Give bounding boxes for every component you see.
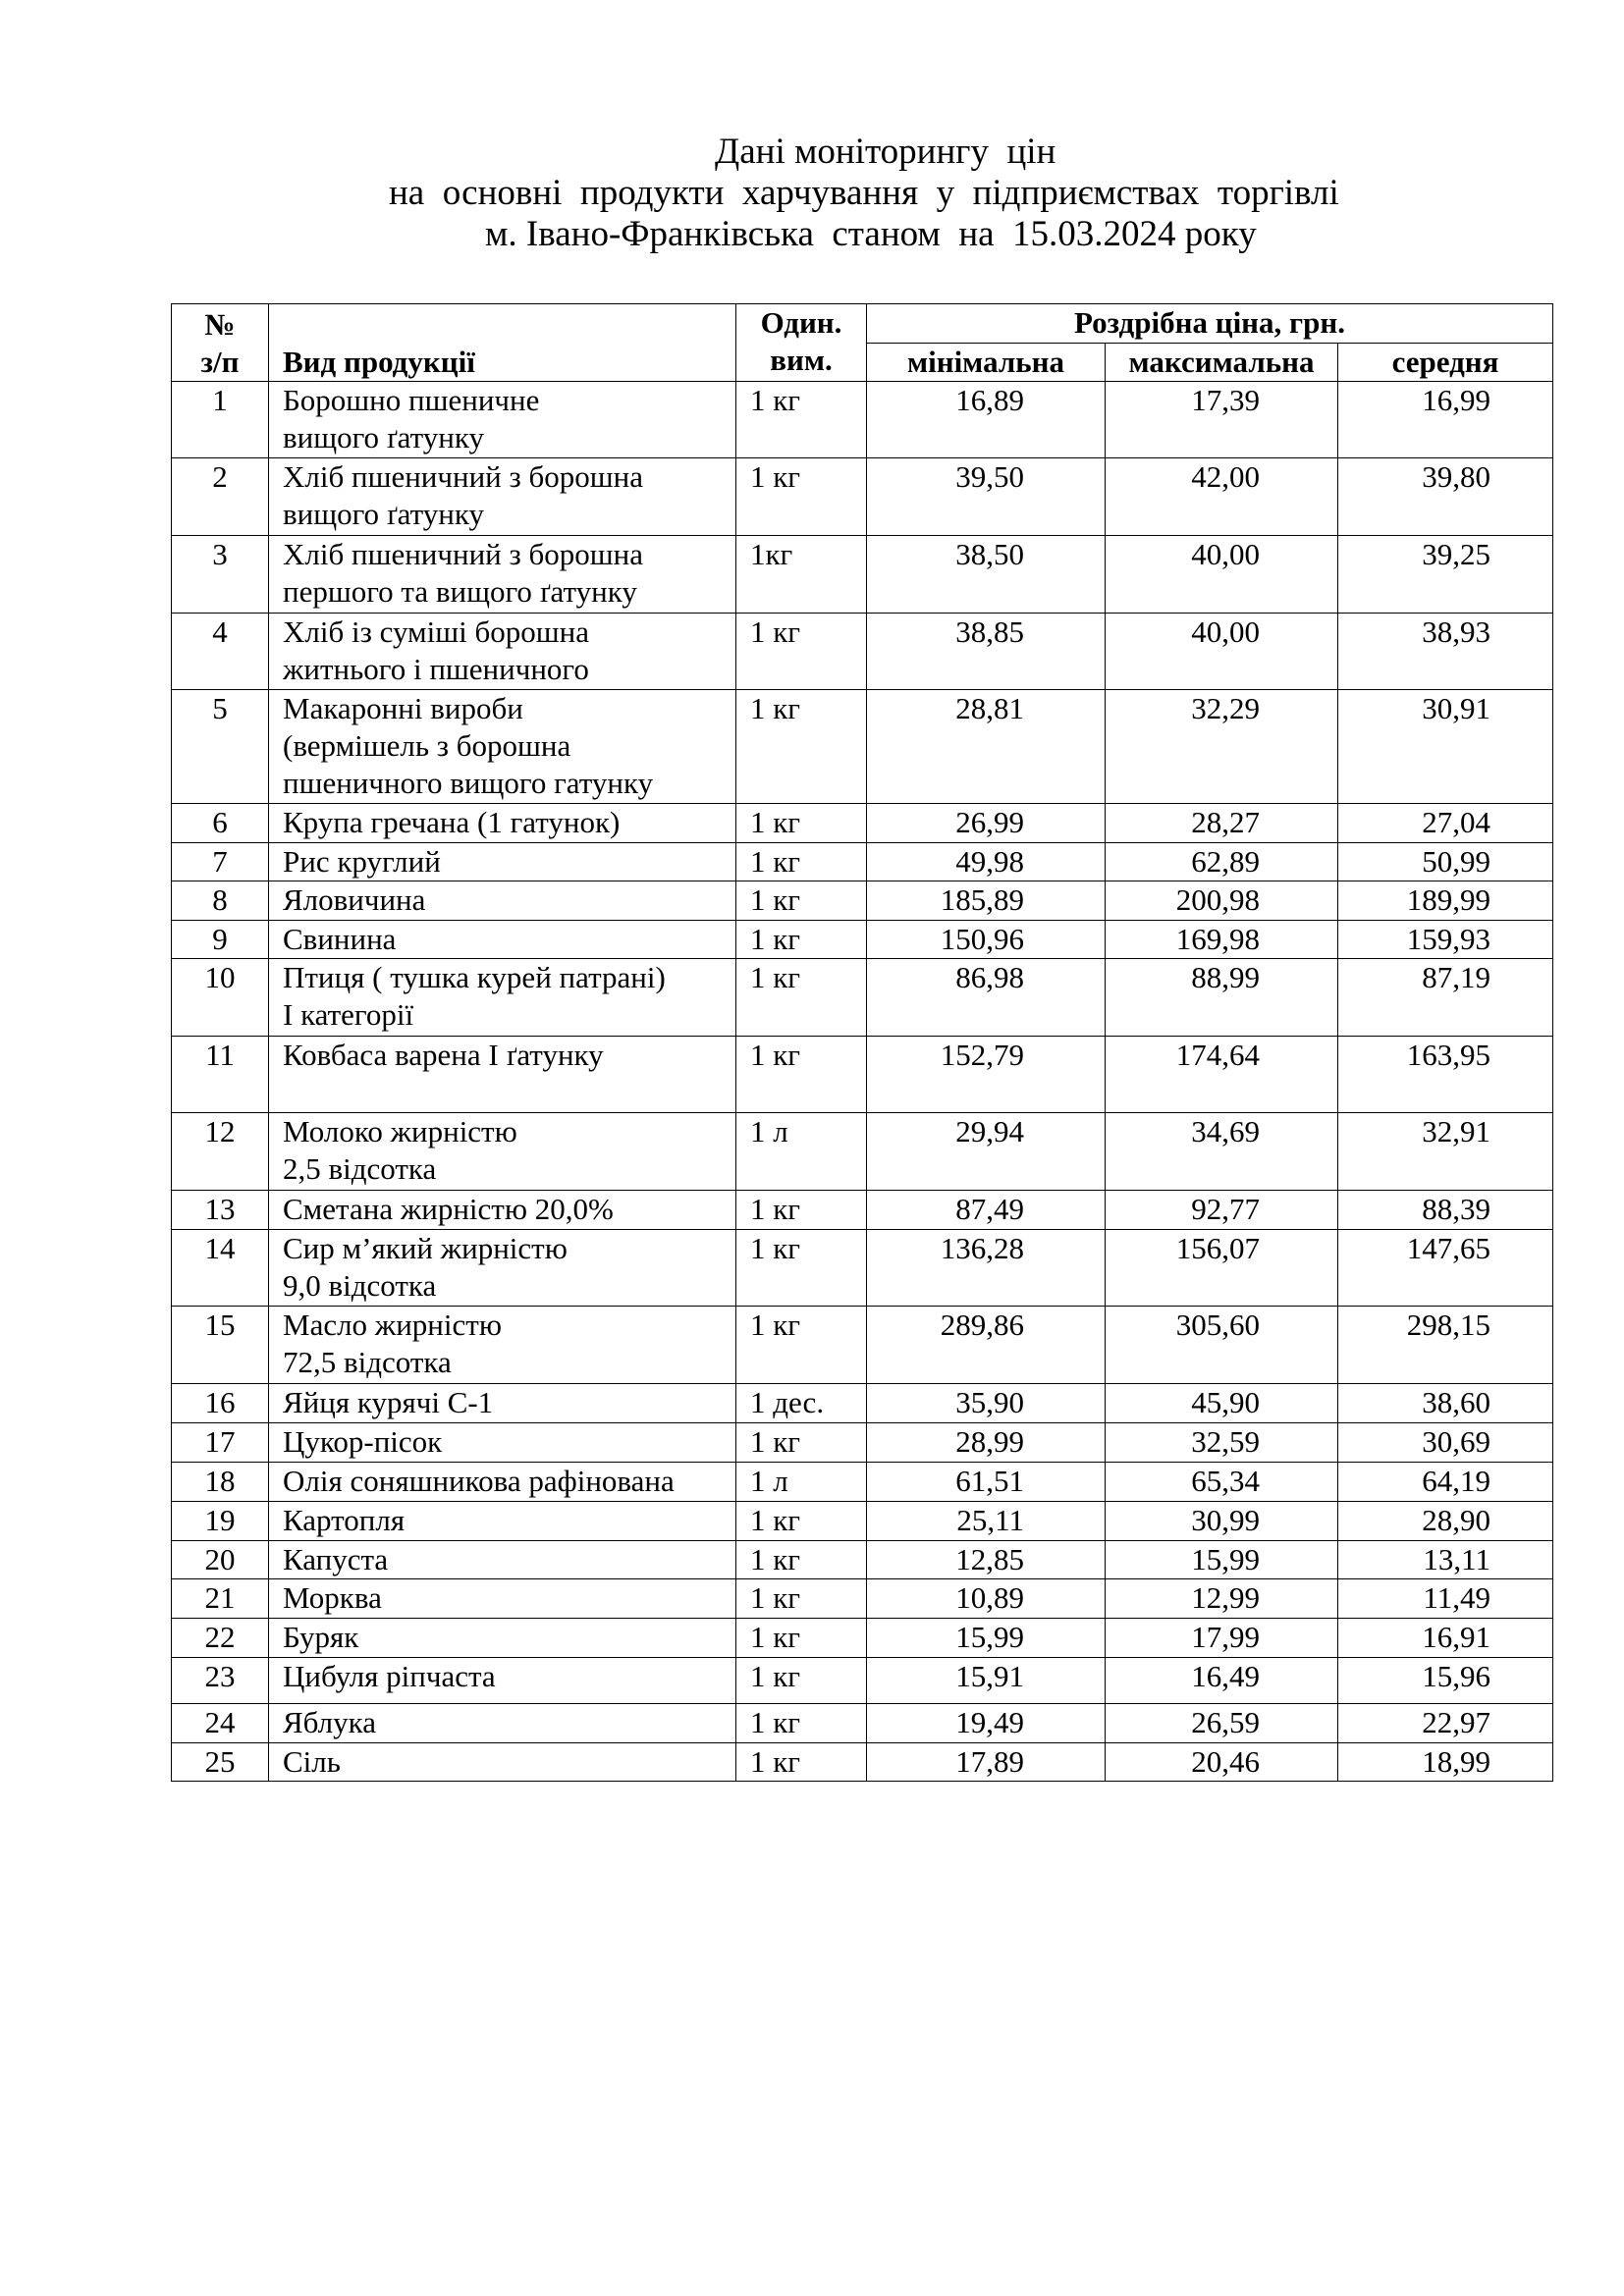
cell-max-price: 156,07 [1106,1230,1338,1307]
cell-number: 12 [172,1113,269,1191]
cell-min-price: 26,99 [867,804,1106,843]
cell-min-price: 39,50 [867,458,1106,536]
cell-max-price: 16,49 [1106,1658,1338,1704]
cell-min-price: 28,81 [867,690,1106,804]
cell-min-price: 152,79 [867,1037,1106,1113]
cell-avg-price: 22,97 [1338,1704,1553,1743]
cell-unit: 1 кг [736,1579,867,1619]
cell-product: Буряк [269,1619,736,1658]
table-row [172,1743,1553,1782]
header-max: максимальна [1106,343,1338,382]
cell-unit: 1 л [736,1113,867,1191]
cell-product: Картопля [269,1502,736,1541]
cell-avg-price: 18,99 [1338,1743,1553,1782]
cell-unit: 1 кг [736,1423,867,1463]
cell-unit: 1 дес. [736,1384,867,1423]
table-row [172,1619,1553,1658]
cell-max-price: 12,99 [1106,1579,1338,1619]
cell-unit: 1 кг [736,382,867,458]
cell-unit: 1 кг [736,959,867,1037]
cell-max-price: 28,27 [1106,804,1338,843]
cell-product: Свинина [269,921,736,959]
header-min: мінімальна [867,343,1106,382]
cell-unit: 1 кг [736,614,867,690]
table-row [172,1113,1553,1191]
cell-product: Ковбаса варена І ґатунку [269,1037,736,1113]
cell-number: 15 [172,1307,269,1384]
cell-number: 13 [172,1191,269,1230]
table-row [172,458,1553,536]
cell-number: 11 [172,1037,269,1113]
cell-product: Рис круглий [269,843,736,881]
table-row [172,1191,1553,1230]
cell-max-price: 45,90 [1106,1384,1338,1423]
cell-min-price: 17,89 [867,1743,1106,1782]
price-table [171,303,1553,1782]
cell-avg-price: 147,65 [1338,1230,1553,1307]
cell-min-price: 61,51 [867,1463,1106,1502]
cell-min-price: 15,99 [867,1619,1106,1658]
cell-product: Птиця ( тушка курей патрані) І категорії [269,959,736,1037]
cell-min-price: 185,89 [867,881,1106,921]
cell-min-price: 150,96 [867,921,1106,959]
table-row [172,1307,1553,1384]
header-unit-line1: Один. [760,305,842,340]
cell-avg-price: 16,99 [1338,382,1553,458]
cell-min-price: 38,85 [867,614,1106,690]
cell-product: Хліб пшеничний з борошна першого та вищого ґатунку [269,536,736,614]
table-row [172,959,1553,1037]
cell-max-price: 15,99 [1106,1541,1338,1579]
cell-avg-price: 39,25 [1338,536,1553,614]
cell-avg-price: 30,69 [1338,1423,1553,1463]
header-number-line2: з/п [200,345,240,379]
cell-unit: 1 кг [736,1619,867,1658]
cell-min-price: 38,50 [867,536,1106,614]
cell-min-price: 12,85 [867,1541,1106,1579]
cell-min-price: 87,49 [867,1191,1106,1230]
cell-max-price: 17,99 [1106,1619,1338,1658]
cell-max-price: 40,00 [1106,536,1338,614]
cell-min-price: 86,98 [867,959,1106,1037]
cell-min-price: 10,89 [867,1579,1106,1619]
table-row [172,881,1553,921]
cell-max-price: 26,59 [1106,1704,1338,1743]
table-row [172,690,1553,804]
title-line-1: Дані моніторингу цін [715,132,1056,172]
cell-product: Олія соняшникова рафінована [269,1463,736,1502]
cell-product: Хліб із суміші борошна житнього і пшеничного [269,614,736,690]
cell-avg-price: 159,93 [1338,921,1553,959]
header-avg: середня [1338,343,1553,382]
cell-product: Сметана жирністю 20,0% [269,1191,736,1230]
cell-number: 16 [172,1384,269,1423]
cell-number: 1 [172,382,269,458]
cell-max-price: 65,34 [1106,1463,1338,1502]
cell-avg-price: 32,91 [1338,1113,1553,1191]
cell-min-price: 16,89 [867,382,1106,458]
cell-number: 20 [172,1541,269,1579]
table-row [172,843,1553,881]
cell-number: 18 [172,1463,269,1502]
cell-unit: 1 кг [736,1743,867,1782]
cell-product: Борошно пшеничне вищого ґатунку [269,382,736,458]
table-row [172,1423,1553,1463]
cell-product: Макаронні вироби (вермішель з борошна пшеничного вищого гатунку [269,690,736,804]
cell-number: 2 [172,458,269,536]
header-unit [736,304,867,382]
cell-number: 25 [172,1743,269,1782]
cell-avg-price: 30,91 [1338,690,1553,804]
cell-avg-price: 87,19 [1338,959,1553,1037]
cell-max-price: 40,00 [1106,614,1338,690]
cell-number: 17 [172,1423,269,1463]
cell-product: Цукор-пісок [269,1423,736,1463]
cell-number: 21 [172,1579,269,1619]
cell-unit: 1 кг [736,843,867,881]
cell-product: Морква [269,1579,736,1619]
cell-avg-price: 38,60 [1338,1384,1553,1423]
cell-max-price: 34,69 [1106,1113,1338,1191]
cell-max-price: 42,00 [1106,458,1338,536]
cell-avg-price: 189,99 [1338,881,1553,921]
cell-avg-price: 64,19 [1338,1463,1553,1502]
table-row [172,614,1553,690]
cell-avg-price: 298,15 [1338,1307,1553,1384]
header-product: Вид продукції [269,304,736,382]
cell-min-price: 25,11 [867,1502,1106,1541]
cell-max-price: 200,98 [1106,881,1338,921]
cell-avg-price: 38,93 [1338,614,1553,690]
cell-product: Хліб пшеничний з борошна вищого ґатунку [269,458,736,536]
cell-min-price: 35,90 [867,1384,1106,1423]
cell-max-price: 92,77 [1106,1191,1338,1230]
header-unit-line2: вим. [770,343,833,377]
cell-avg-price: 13,11 [1338,1541,1553,1579]
cell-avg-price: 11,49 [1338,1579,1553,1619]
cell-unit: 1 кг [736,1230,867,1307]
table-row [172,1037,1553,1113]
cell-unit: 1 кг [736,881,867,921]
cell-number: 4 [172,614,269,690]
cell-number: 7 [172,843,269,881]
cell-product: Масло жирністю 72,5 відсотка [269,1307,736,1384]
cell-unit: 1 кг [736,1191,867,1230]
table-row [172,1384,1553,1423]
table-row [172,1541,1553,1579]
header-number-line1: № [204,307,236,342]
cell-max-price: 32,59 [1106,1423,1338,1463]
cell-product: Сіль [269,1743,736,1782]
cell-max-price: 174,64 [1106,1037,1338,1113]
cell-unit: 1 кг [736,690,867,804]
cell-number: 23 [172,1658,269,1704]
cell-avg-price: 16,91 [1338,1619,1553,1658]
cell-max-price: 62,89 [1106,843,1338,881]
cell-product: Яловичина [269,881,736,921]
cell-unit: 1 кг [736,458,867,536]
table-row [172,1579,1553,1619]
cell-product: Яйця курячі С-1 [269,1384,736,1423]
cell-unit: 1 кг [736,804,867,843]
cell-unit: 1 кг [736,1704,867,1743]
cell-unit: 1 кг [736,1037,867,1113]
cell-number: 24 [172,1704,269,1743]
cell-number: 9 [172,921,269,959]
table-row [172,1502,1553,1541]
cell-min-price: 136,28 [867,1230,1106,1307]
cell-product: Цибуля ріпчаста [269,1658,736,1704]
cell-number: 6 [172,804,269,843]
table-row [172,804,1553,843]
header-retail-price: Роздрібна ціна, грн. [867,304,1553,344]
cell-product: Капуста [269,1541,736,1579]
title-line-2: на основні продукти харчування у підприємствах торгівлі [389,173,1339,213]
cell-min-price: 29,94 [867,1113,1106,1191]
cell-avg-price: 28,90 [1338,1502,1553,1541]
cell-avg-price: 27,04 [1338,804,1553,843]
cell-unit: 1 кг [736,1502,867,1541]
title-line-3: м. Івано-Франківська станом на 15.03.2024 року [485,214,1257,254]
cell-number: 19 [172,1502,269,1541]
cell-product: Молоко жирністю 2,5 відсотка [269,1113,736,1191]
table-row [172,1463,1553,1502]
cell-unit: 1 кг [736,1307,867,1384]
cell-product: Крупа гречана (1 гатунок) [269,804,736,843]
cell-number: 22 [172,1619,269,1658]
cell-min-price: 28,99 [867,1423,1106,1463]
cell-number: 14 [172,1230,269,1307]
cell-min-price: 289,86 [867,1307,1106,1384]
table-row [172,1704,1553,1743]
table-row [172,1658,1553,1704]
cell-product: Яблука [269,1704,736,1743]
cell-number: 5 [172,690,269,804]
cell-avg-price: 163,95 [1338,1037,1553,1113]
header-number [172,304,269,382]
cell-avg-price: 15,96 [1338,1658,1553,1704]
table-row [172,1230,1553,1307]
cell-max-price: 30,99 [1106,1502,1338,1541]
cell-unit: 1 кг [736,921,867,959]
cell-min-price: 19,49 [867,1704,1106,1743]
cell-avg-price: 50,99 [1338,843,1553,881]
cell-max-price: 20,46 [1106,1743,1338,1782]
cell-unit: 1 кг [736,1658,867,1704]
cell-min-price: 49,98 [867,843,1106,881]
table-row [172,536,1553,614]
cell-avg-price: 88,39 [1338,1191,1553,1230]
cell-max-price: 17,39 [1106,382,1338,458]
cell-avg-price: 39,80 [1338,458,1553,536]
cell-unit: 1 л [736,1463,867,1502]
cell-number: 3 [172,536,269,614]
cell-max-price: 32,29 [1106,690,1338,804]
cell-max-price: 169,98 [1106,921,1338,959]
cell-min-price: 15,91 [867,1658,1106,1704]
cell-product: Сир м’який жирністю 9,0 відсотка [269,1230,736,1307]
cell-unit: 1 кг [736,1541,867,1579]
table-row [172,921,1553,959]
cell-unit: 1кг [736,536,867,614]
table-row [172,382,1553,458]
cell-number: 10 [172,959,269,1037]
cell-max-price: 305,60 [1106,1307,1338,1384]
cell-number: 8 [172,881,269,921]
cell-max-price: 88,99 [1106,959,1338,1037]
